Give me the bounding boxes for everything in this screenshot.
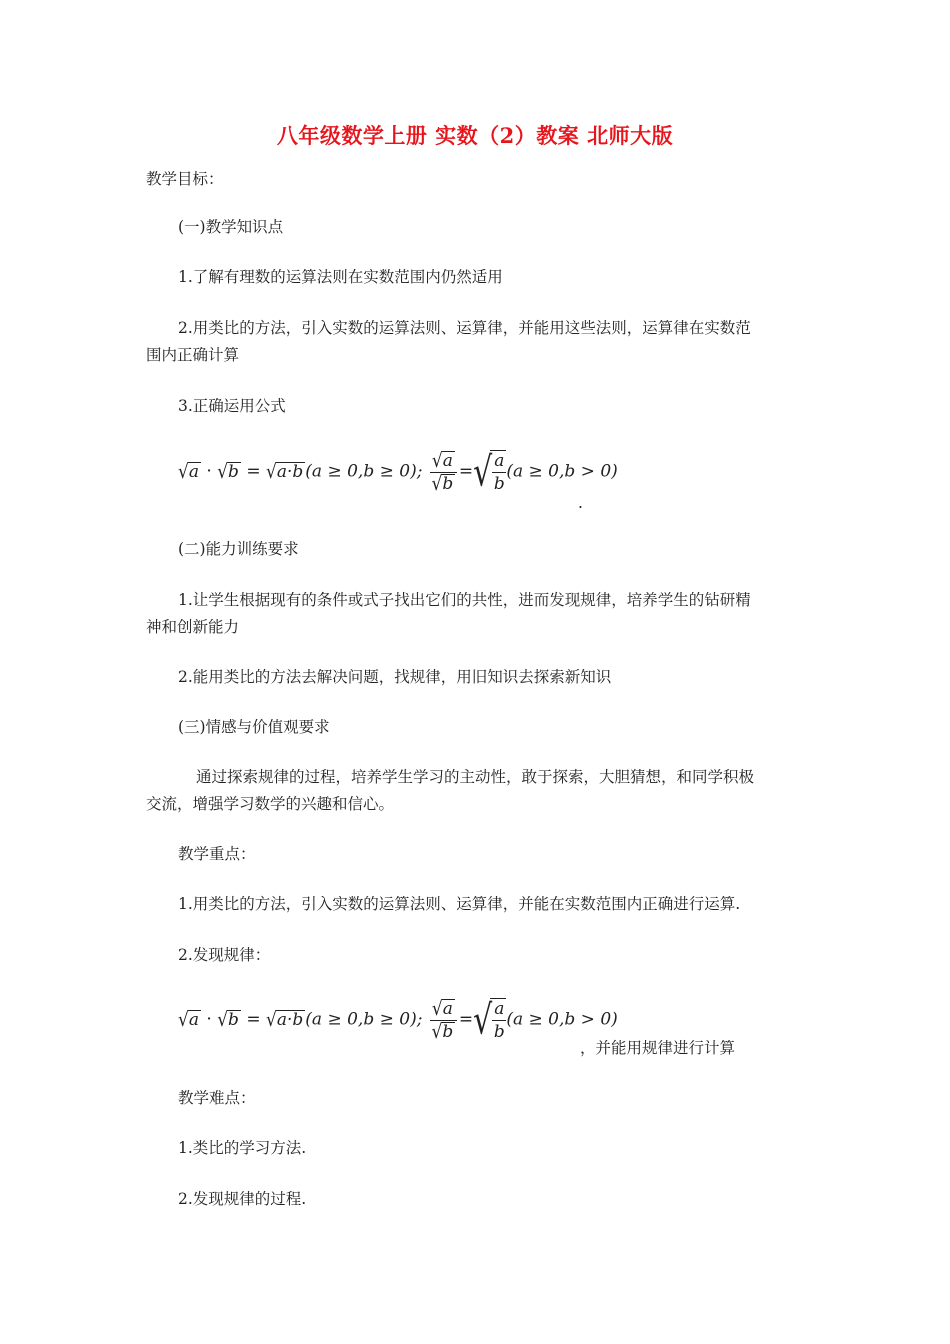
emotion-item-line1: 通过探索规律的过程，培养学生学习的主动性，敢于探索，大胆猜想，和同学积极: [196, 768, 755, 786]
formula-1: √a · √b = √a·b (a ≥ 0,b ≥ 0); $\frac{√a}{√b}$ =√ $\frac{a}{b}$ (a ≥ 0,b > 0): [178, 448, 618, 496]
emotion-item-line2: 交流，增强学习数学的兴趣和信心。: [146, 795, 395, 813]
key-points-heading: 教学重点：: [178, 845, 256, 863]
difficulty-2: 2.发现规律的过程.: [178, 1190, 307, 1208]
objectives-heading: 教学目标：: [146, 170, 224, 188]
difficulty-heading: 教学难点：: [178, 1089, 256, 1107]
document-title: 八年级数学上册 实数（2）教案 北师大版: [276, 123, 674, 148]
key-point-1: 1.用类比的方法，引入实数的运算法则、运算律，并能在实数范围内正确进行运算.: [178, 895, 741, 913]
formula-2: √a · √b = √a·b (a ≥ 0,b ≥ 0); $\frac{√a}{√b}$ =√ $\frac{a}{b}$ (a ≥ 0,b > 0): [178, 996, 618, 1044]
difficulty-1: 1.类比的学习方法.: [178, 1139, 307, 1157]
emotion-heading: (三)情感与价值观要求: [178, 718, 330, 736]
knowledge-heading: (一)教学知识点: [178, 218, 284, 236]
ability-heading: (二)能力训练要求: [178, 540, 299, 558]
knowledge-item-3: 3.正确运用公式: [178, 397, 286, 415]
formula-1-period: .: [578, 494, 583, 512]
ability-item-1-line1: 1.让学生根据现有的条件或式子找出它们的共性，进而发现规律，培养学生的钻研精: [178, 591, 751, 609]
formula-2-tail: ，并能用规律进行计算: [580, 1039, 736, 1057]
ability-item-2: 2.能用类比的方法去解决问题，找规律，用旧知识去探索新知识: [178, 668, 612, 686]
knowledge-item-1: 1.了解有理数的运算法则在实数范围内仍然适用: [178, 268, 503, 286]
ability-item-1-line2: 神和创新能力: [146, 618, 240, 636]
knowledge-item-2-line1: 2.用类比的方法，引入实数的运算法则、运算律，并能用这些法则，运算律在实数范: [178, 319, 751, 337]
knowledge-item-2-line2: 围内正确计算: [146, 346, 240, 364]
key-point-2: 2.发现规律：: [178, 946, 271, 964]
